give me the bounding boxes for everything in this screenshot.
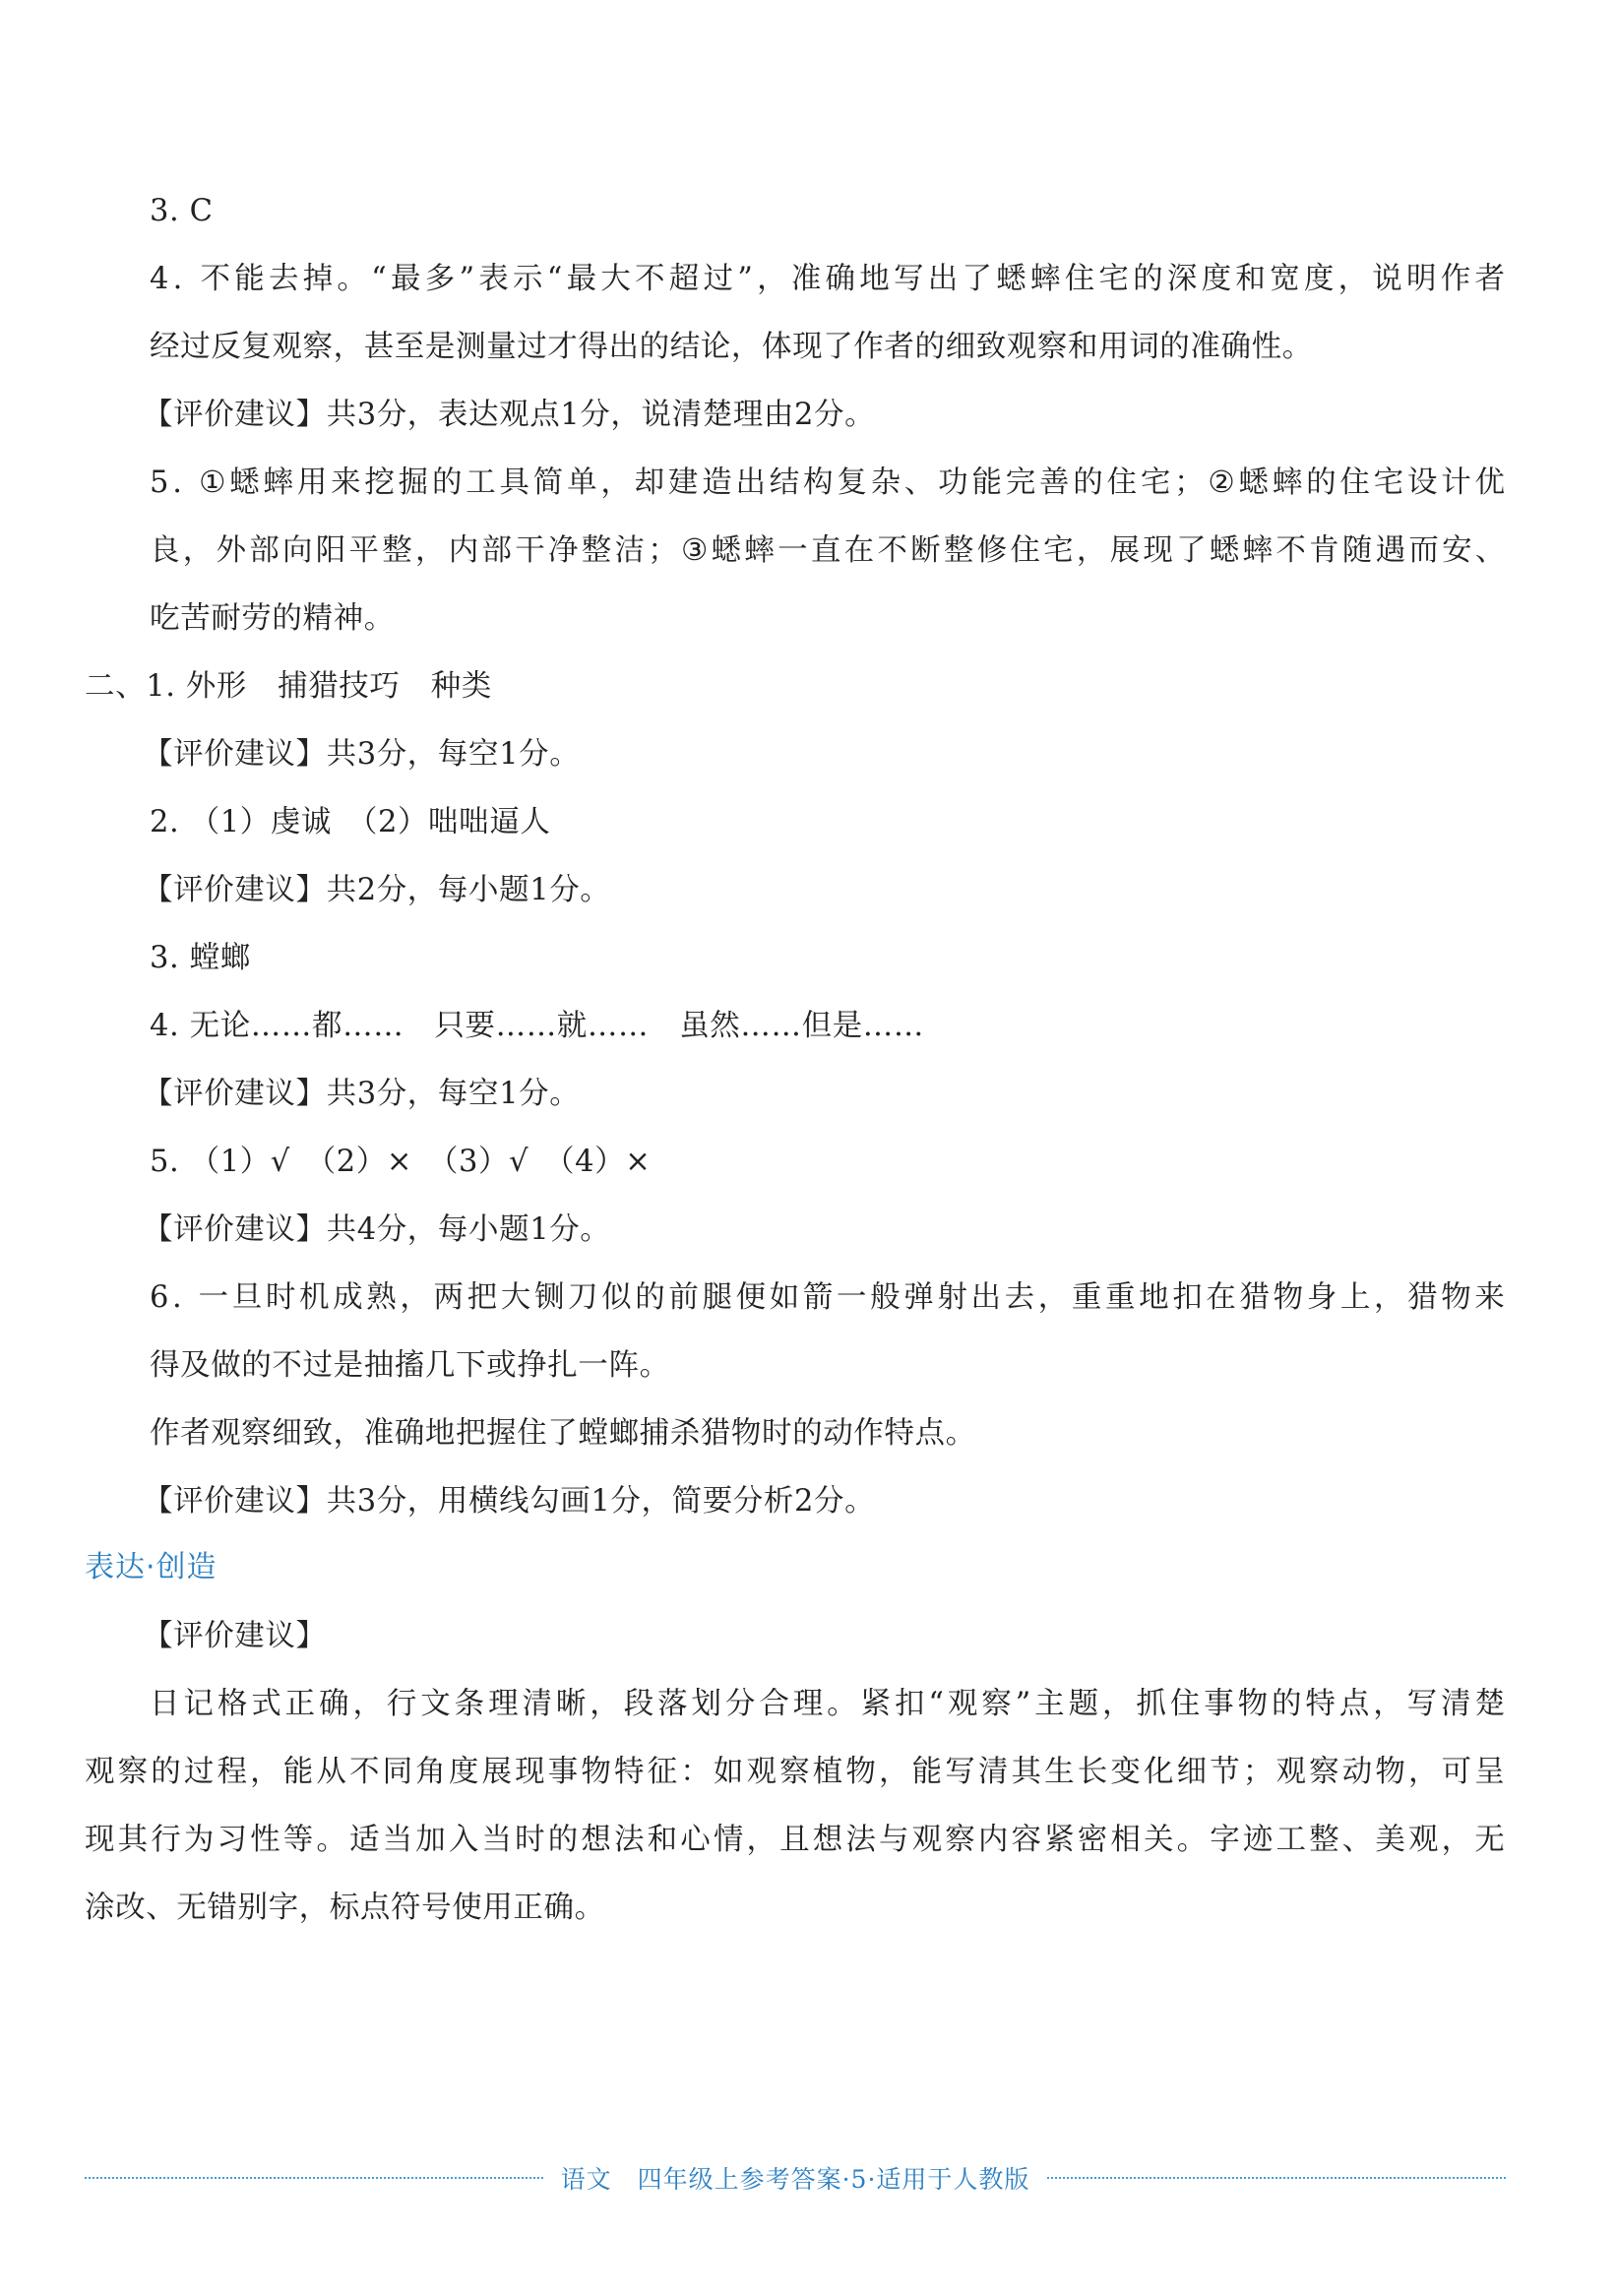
line-a5-1: 5 . ① 蟋 蟀 用 来 挖 掘 的 工 具 简 单 ， 却 建 造 出 结 构 复 杂 、 功 能 完 善 的 住 宅 ； ② 蟋 蟀 的 住 宅 设 计 优 [150,465,1506,500]
line-a5-3: 吃苦耐劳的精神。 [150,601,395,636]
line-c4: 涂改、无错别字，标点符号使用正确。 [85,1891,605,1925]
line-b2-eval: 【评价建议】共2分，每小题1分。 [143,873,611,907]
line-b3: 3. 螳螂 [150,941,251,975]
section-title: 表达·创造 [85,1550,218,1584]
line-c1: 日 记 格 式 正 确 ， 行 文 条 理 清 晰 ， 段 落 划 分 合 理 。 紧 扣 “ 观 察 ” 主 题 ， 抓 住 事 物 的 特 点 ， 写 清 楚 [150,1687,1506,1721]
footer-divider-right [1047,2177,1506,2179]
line-b6-3: 作者观察细致，准确地把握住了螳螂捕杀猎物时的动作特点。 [150,1416,976,1451]
line-b4-eval: 【评价建议】共3分，每空1分。 [143,1077,581,1111]
line-b1: 二、1. 外形 捕猎技巧 种类 [85,669,492,704]
footer-divider-left [85,2177,543,2179]
page-footer [85,2158,1506,2198]
line-a4-2: 经过反复观察，甚至是测量过才得出的结论，体现了作者的细致观察和用词的准确性。 [150,330,1313,364]
line-b6-2: 得及做的不过是抽搐几下或挣扎一阵。 [150,1348,670,1383]
line-b5-eval: 【评价建议】共4分，每小题1分。 [143,1212,611,1247]
line-b2: 2. （1）虔诚 （2）咄咄逼人 [150,805,551,839]
line-b6-eval: 【评价建议】共3分，用横线勾画1分，简要分析2分。 [143,1484,876,1519]
footer-text: 语文 四年级上参考答案·5·适用于人教版 [560,2165,1030,2194]
line-b5: 5. （1）√ （2）× （3）√ （4）× [150,1145,652,1179]
line-a4-eval: 【评价建议】共3分，表达观点1分，说清楚理由2分。 [143,398,876,432]
line-a4-1: 4 . 不 能 去 掉 。 “ 最 多 ” 表 示 “ 最 大 不 超 过 ” ， 准 确 地 写 出 了 蟋 蟀 住 宅 的 深 度 和 宽 度 ， 说 明 作 者 [150,262,1506,296]
line-a3: 3. C [150,194,214,228]
line-c2: 观 察 的 过 程 ， 能 从 不 同 角 度 展 现 事 物 特 征 ： 如 观 察 植 物 ， 能 写 清 其 生 长 变 化 细 节 ； 观 察 动 物 ， 可 呈 [85,1755,1506,1789]
line-a5-2: 良 ， 外 部 向 阳 平 整 ， 内 部 干 净 整 洁 ； ③ 蟋 蟀 一 直 在 不 断 整 修 住 宅 ， 展 现 了 蟋 蟀 不 肯 随 遇 而 安 、 [150,533,1506,568]
line-b4: 4. 无论……都…… 只要……就…… 虽然……但是…… [150,1009,924,1043]
line-c3: 现 其 行 为 习 性 等 。 适 当 加 入 当 时 的 想 法 和 心 情 ， 且 想 法 与 观 察 内 容 紧 密 相 关 。 字 迹 工 整 、 美 观 ， 无 [85,1823,1506,1857]
line-c-eval: 【评价建议】 [143,1619,327,1653]
line-b1-eval: 【评价建议】共3分，每空1分。 [143,737,581,772]
line-b6-1: 6 . 一 旦 时 机 成 熟 ， 两 把 大 铡 刀 似 的 前 腿 便 如 箭 一 般 弹 射 出 去 ， 重 重 地 扣 在 猎 物 身 上 ， 猎 物 来 [150,1280,1506,1315]
